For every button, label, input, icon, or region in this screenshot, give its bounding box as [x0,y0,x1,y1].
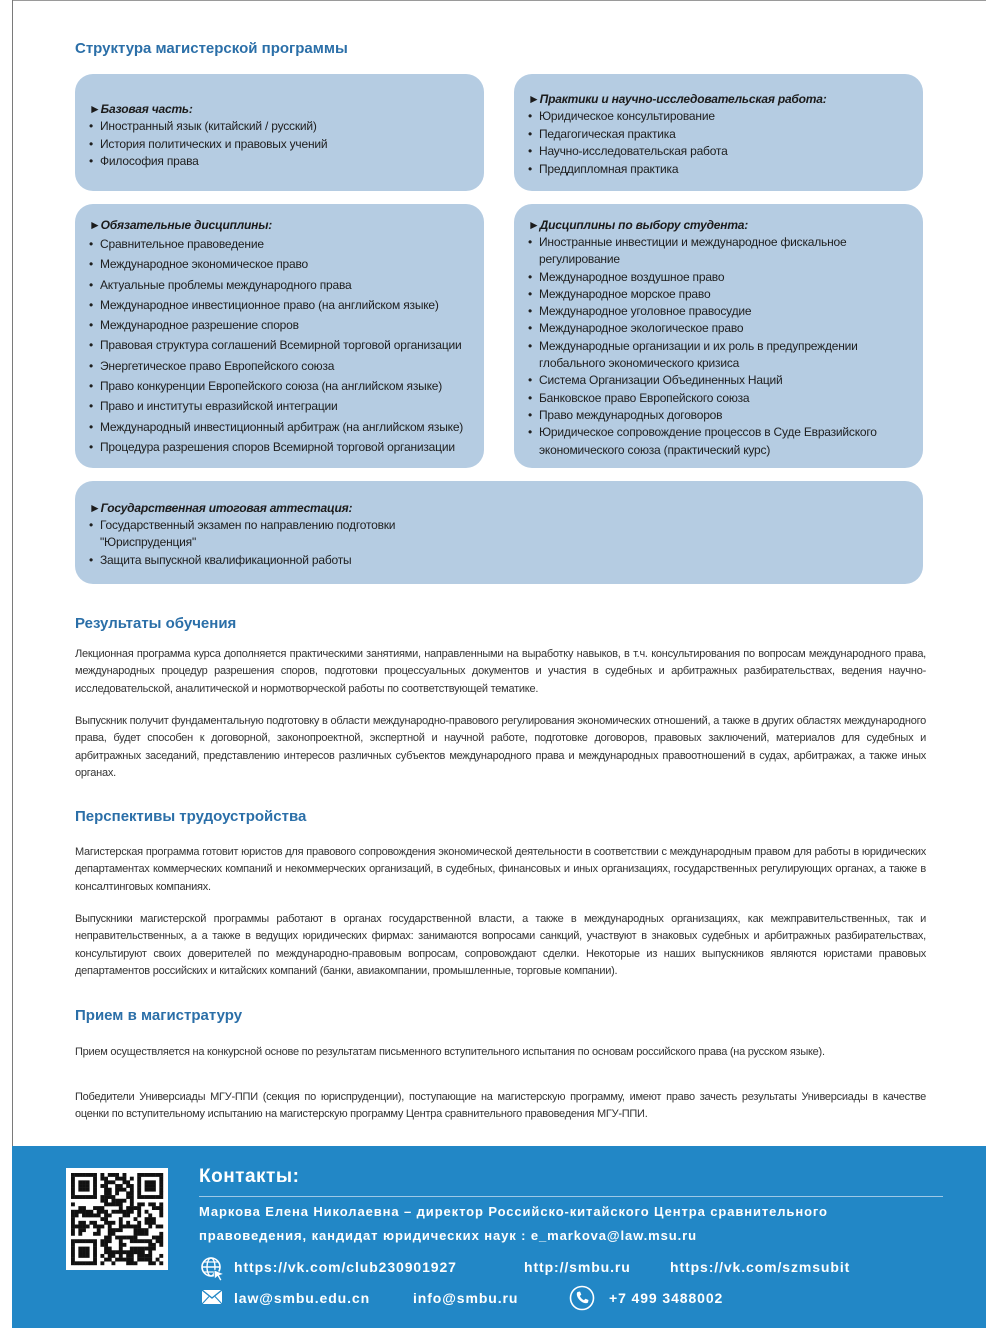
box-elective [514,204,923,468]
left-border [12,0,13,1146]
list-item: • Право международных договоров [528,407,893,424]
list-item: • Энергетическое право Европейского союза [89,356,470,376]
list-item: • Международное разрешение споров [89,315,470,335]
email-info[interactable]: info@smbu.ru [413,1290,519,1306]
list-item: • Международное экономическое право [89,254,470,274]
list-item: • Юридическое сопровождение процессов в Суде Евразийского экономического союза (практический курс) [528,424,893,459]
admission-paragraph-2: Победители Универсиады МГУ-ППИ (секция по юриспруденции), поступающие на магистерскую программу, имеют право зачесть результаты Универсиады в качестве оценки по вступительному испытанию на магистерскую программу Центра сравнительного правоведения МГУ-ППИ. [75,1091,926,1121]
list-item: • Преддипломная практика [528,161,909,179]
list-item: • Право и институты евразийской интеграции [89,396,470,416]
admission-paragraph-1: Прием осуществляется на конкурсной основе по результатам письменного вступительного испытания по основам российского права (на русском языке). [75,1046,825,1058]
list-item: • Государственный экзамен по направлению подготовки "Юриспруденция" [89,517,419,552]
contacts-divider [199,1196,943,1197]
email-law[interactable]: law@smbu.edu.cn [234,1290,371,1306]
box-elective-heading: ►Дисциплины по выбору студента: [528,218,749,232]
box-practice [514,74,923,191]
box-base [75,74,484,191]
list-item: • Научно-исследовательская работа [528,143,909,161]
results-paragraph-2: Выпускник получит фундаментальную подготовку в области международно-правового регулирования экономических отношений, а также в других областях международного права, будет способен к договорной, законопроектной, экспертной и научной работе, подготовке договоров, правовых заключений, материалов для судебных и арбитражных заседаний, представлению интересов различных субъектов международного права и международных правоотношений в судах, арбитражах, а также иных органах. [75,715,926,779]
results-title: Результаты обучения [75,615,237,632]
box-mandatory-heading: ►Обязательные дисциплины: [89,218,273,232]
list-item: • Сравнительное правоведение [89,234,470,254]
structure-title: Структура магистерской программы [75,40,348,57]
box-attestation-list [89,517,419,569]
top-border [12,0,986,1]
list-item: • Правовая структура соглашений Всемирной торговой организации [89,335,470,355]
list-item: • Право конкуренции Европейского союза (на английском языке) [89,376,470,396]
career-paragraph-2: Выпускники магистерской программы работают в органах государственной власти, а также в международных организациях, как межправительственных, так и неправительственных, а а также в ведущих юридических фирмах: занимаются вопросами санкций, участвуют в знаковых судебных и арбитражных разбирательствах, консультируют своих доверителей по международно-правовым вопросам, сопровождают сделки. Некоторые из наших выпускников являются юристами правовых департаментов российских и китайских компаний (банки, авиакомпании, промышленные, торговые компании). [75,913,926,977]
link-vk-club[interactable]: https://vk.com/club230901927 [234,1259,457,1275]
link-site[interactable]: http://smbu.ru [524,1259,631,1275]
list-item: • Иностранные инвестиции и международное фискальное регулирование [528,234,893,269]
list-item: • Банковское право Европейского союза [528,390,893,407]
list-item: • Международные организации и их роль в предупреждении глобального экономического кризиса [528,338,893,373]
career-paragraph-1: Магистерская программа готовит юристов для правового сопровождения экономической деятельности в соответствии с международным правом для работы в юридических департаментах коммерческих компаний и некоммерческих организаций, в судебных, финансовых и иных организациях, государственных регулирующих органах, а также в консалтинговых компаниях. [75,846,926,893]
list-item: • Защита выпускной квалификационной работы [89,552,419,569]
box-attestation [75,481,923,584]
envelope-icon [201,1289,223,1310]
qr-code-icon[interactable] [66,1168,168,1270]
list-item: • Процедура разрешения споров Всемирной торговой организации [89,437,470,457]
results-paragraph-1: Лекционная программа курса дополняется практическими занятиями, направленными на выработку навыков, в т.ч. консультирования по вопросам международного права, международных процедур разрешения споров, подготовки процессуальных документов и участия в судебных и арбитражных разбирательствах, ведения научно-исследовательской, аналитической и нормотворческой работы по соответствующей тематике. [75,648,926,695]
globe-cursor-icon [200,1256,226,1287]
career-title: Перспективы трудоустройства [75,808,307,825]
list-item: • Система Организации Объединенных Наций [528,372,893,389]
list-item: • Международное экологическое право [528,320,893,337]
list-item: • Международное воздушное право [528,269,893,286]
list-item: • Международное инвестиционное право (на английском языке) [89,295,470,315]
box-practice-list [528,108,909,178]
list-item: • Иностранный язык (китайский / русский) [89,118,470,136]
admission-title: Прием в магистратуру [75,1007,243,1024]
list-item: • Международное уголовное правосудие [528,303,893,320]
list-item: • Педагогическая практика [528,126,909,144]
box-practice-heading: ►Практики и научно-исследовательская работа: [528,92,827,106]
contacts-panel [12,1146,986,1328]
contact-person-line-1: Маркова Елена Николаевна – директор Российско-китайского Центра сравнительного [199,1204,828,1219]
box-attestation-heading: ►Государственная итоговая аттестация: [89,501,353,515]
list-item: • Юридическое консультирование [528,108,909,126]
phone-number[interactable]: +7 499 3488002 [609,1290,724,1306]
phone-icon [569,1285,595,1316]
box-base-list [89,118,470,171]
list-item: • Международное морское право [528,286,893,303]
box-mandatory-list [89,234,470,457]
list-item: • Актуальные проблемы международного права [89,275,470,295]
box-mandatory [75,204,484,468]
list-item: • История политических и правовых учений [89,136,470,154]
box-base-heading: ►Базовая часть: [89,102,193,116]
link-vk-szm[interactable]: https://vk.com/szmsubit [670,1259,851,1275]
box-elective-list [528,234,893,459]
list-item: • Международный инвестиционный арбитраж (на английском языке) [89,417,470,437]
contacts-title: Контакты: [199,1166,300,1187]
contact-person-line-2: правоведения, кандидат юридических наук : e_markova@law.msu.ru [199,1228,697,1243]
list-item: • Философия права [89,153,470,171]
